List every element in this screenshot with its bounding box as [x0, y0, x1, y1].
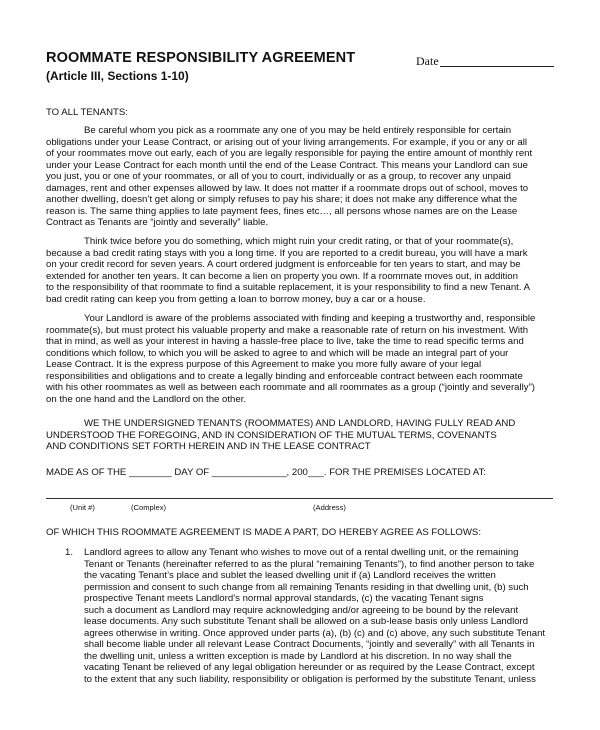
- document-subtitle: (Article III, Sections 1-10): [46, 69, 189, 83]
- text-line: Your Landlord is aware of the problems associated with finding and keeping a trustworthy and, responsible: [84, 313, 536, 324]
- item-1-text: [84, 547, 560, 685]
- text-line: Contract as Tenants are “jointly and severally” liable.: [46, 217, 269, 228]
- text-line: damages, rent and other expenses allowed by law. It does not matter if a roommate drops out of school, moves to: [46, 182, 529, 194]
- text-line: the dwelling unit, unless a written exception is made by Landlord at his discretion. In no way shall the: [84, 650, 512, 662]
- text-line: AND CONDITIONS SET FORTH HEREIN AND IN THE LEASE CONTRACT: [46, 441, 371, 452]
- premises-blank-line: [46, 498, 553, 499]
- text-line: responsibilities and obligations and to create a legally binding and enforceable contract between each roommate: [46, 370, 523, 382]
- text-line: reason is. The same thing applies to late payment fees, fines etc…, all persons whose names are on the Lease: [46, 205, 518, 217]
- text-line: Be careful whom you pick as a roommate any one of you may be held entirely responsible for certain: [84, 125, 512, 136]
- text-line: on your credit record for seven years. A court ordered judgment is enforceable for ten years to start, and may be: [46, 259, 521, 270]
- salutation: TO ALL TENANTS:: [46, 107, 128, 118]
- unit-label: (Unit #): [70, 503, 95, 512]
- text-line: you just, you or one of your roommates, or all of you to court, individually or as a group, to recover any unpaid: [46, 171, 512, 182]
- complex-label: (Complex): [131, 503, 167, 512]
- text-line: with his other roommates as well as between each roommate and all roommates as a group (“jointly and severally”): [46, 382, 535, 393]
- document-title: ROOMMATE RESPONSIBILITY AGREEMENT: [46, 50, 356, 66]
- text-line: to the responsibility of that roommate to find a suitable replacement, it is your responsibility to find a new Tenant. A: [46, 282, 531, 293]
- text-line: Think twice before you do something, which might ruin your credit rating, or that of your roommate(s),: [84, 236, 514, 247]
- text-line: extended for another ten years. It can become a lien on property you own. If a roommate moves out, in addition: [46, 270, 518, 282]
- address-label: (Address): [313, 503, 346, 512]
- text-line: lease documents. Any such substitute Tenant shall be allowed on a sub-lease basis only unless Landlord: [84, 616, 529, 627]
- text-line: bad credit rating can keep you from getting a loan to borrow money, buy a car or a house.: [46, 293, 426, 305]
- item-number: 1.: [65, 547, 74, 558]
- text-line: shall become liable under all relevant Lease Contract Documents, “jointly and severally” with all Tenants in: [84, 639, 535, 650]
- text-line: another dwelling, doesn’t get along or simply refuses to pay his share; it does not make any difference what the: [46, 194, 518, 205]
- text-line: permission and consent to such change from all remaining Tenants residing in that dwelling unit, (b) such: [84, 581, 529, 593]
- text-line: prospective Tenant meets Landlord’s normal approval standards, (c) the vacating Tenant signs: [84, 593, 484, 604]
- text-line: WE THE UNDERSIGNED TENANTS (ROOMMATES) AND LANDLORD, HAVING FULLY READ AND: [84, 418, 516, 429]
- text-line: UNDERSTOOD THE FOREGOING, AND IN CONSIDERATION OF THE MUTUAL TERMS, COVENANTS: [46, 429, 497, 441]
- paragraph-landlord-purpose: [46, 313, 560, 405]
- made-as-of-line: MADE AS OF THE ________ DAY OF ______________, 200___. FOR THE PREMISES LOCATED AT:: [46, 467, 486, 478]
- text-line: under your Lease Contract for each month until the end of the Lease Contract. This means your Landlord can sue: [46, 159, 528, 171]
- agreement-intro-line: OF WHICH THIS ROOMMATE AGREEMENT IS MADE A PART, DO HEREBY AGREE AS FOLLOWS:: [46, 527, 481, 538]
- text-line: agrees otherwise in writing. Once approved under parts (a), (b) (c) and (c) above, any such substitute Tenant: [84, 627, 546, 639]
- text-line: of your roommates move out early, each of you are legally responsible for paying the entire amount of monthly rent: [46, 148, 533, 159]
- text-line: Landlord agrees to allow any Tenant who wishes to move out of a rental dwelling unit, or the remaining: [84, 547, 519, 558]
- text-line: conditions which follow, to which you will be asked to agree to and which will be made an integral part of your: [46, 347, 509, 359]
- paragraph-credit-responsibility: [46, 125, 560, 229]
- undersigned-paragraph: [46, 418, 560, 453]
- paragraph-credit-rating: [46, 236, 560, 305]
- text-line: roommate(s), but must protect his valuable property and make a reasonable rate of return on his investment. With: [46, 324, 529, 336]
- text-line: on the one hand and the Landlord on the other.: [46, 393, 247, 405]
- text-line: Lease Contract. It is the express purpose of this Agreement to make you more fully aware of your legal: [46, 359, 482, 370]
- text-line: Tenant or Tenants (hereinafter referred to as the plural “remaining Tenants”), to find another person to take: [84, 558, 535, 570]
- date-blank-line: [440, 66, 554, 67]
- text-line: that in mind, as well as your interest in having a hassle-free place to live, take the time to read specific terms and: [46, 336, 524, 347]
- text-line: because a bad credit rating stays with you a long time. If you are reported to a credit bureau, you will have a mark: [46, 247, 528, 259]
- text-line: such a document as Landlord may require acknowledging and/or agreeing to be bound by the relevant: [84, 604, 519, 616]
- text-line: obligations under your Lease Contract, or arising out of your living arrangements. For example, if you or any or all: [46, 136, 527, 148]
- date-label: Date: [416, 54, 439, 68]
- text-line: to the extent that any such liability, responsibility or obligation is performed by the substitute Tenant, unless: [84, 673, 536, 685]
- text-line: vacating Tenant be relieved of any legal obligation hereunder or as required by the Lease Contract, except: [84, 662, 535, 673]
- text-line: the vacating Tenant’s place and sublet the leased dwelling unit if (a) Landlord receives the written: [84, 570, 496, 581]
